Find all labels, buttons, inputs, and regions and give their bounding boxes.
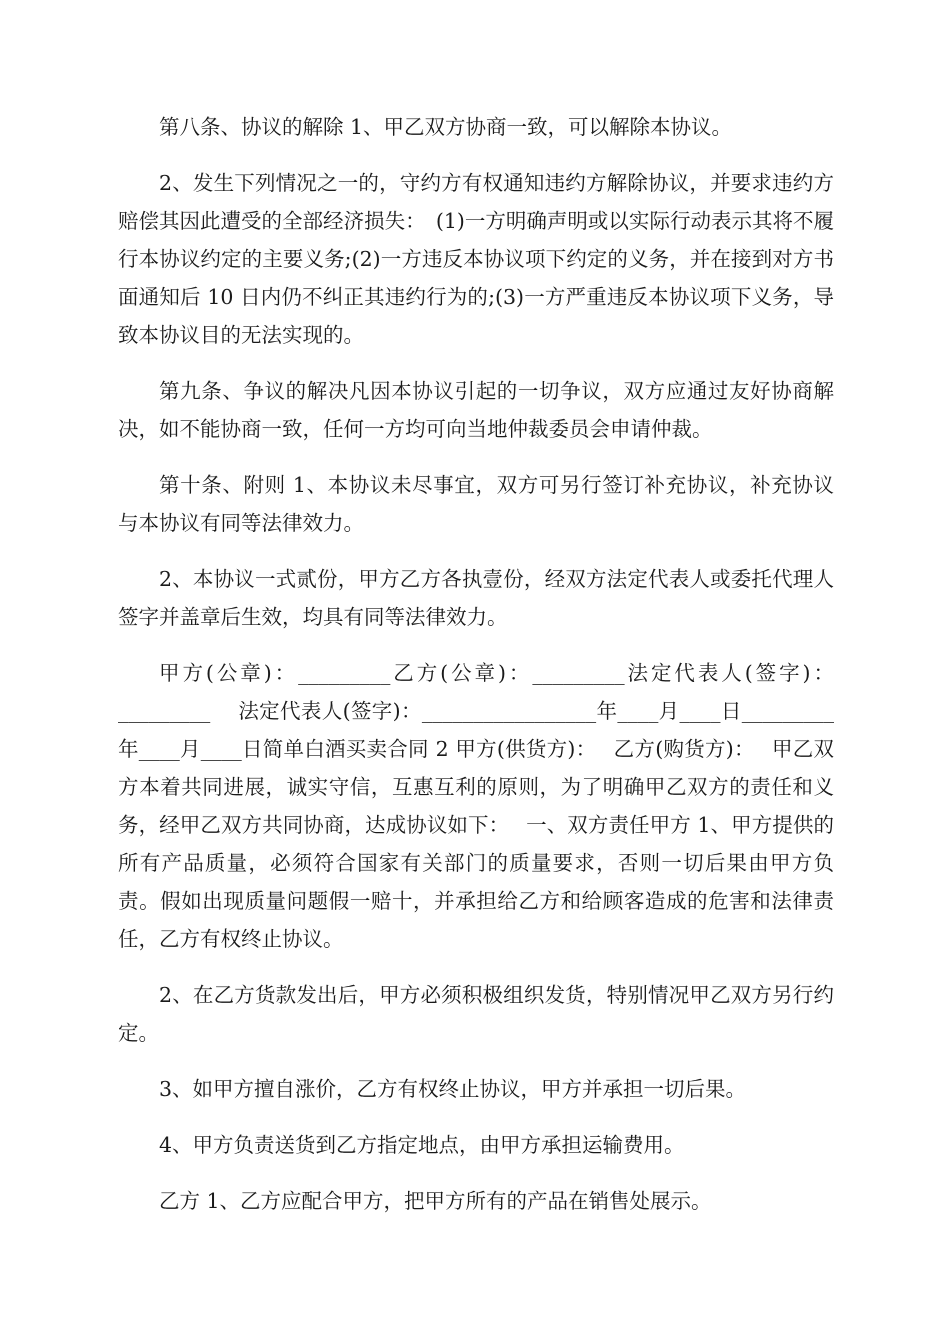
paragraph-party-b-duties: 乙方 1、乙方应配合甲方，把甲方所有的产品在销售处展示。 <box>159 1189 712 1213</box>
paragraph-delivery: 2、在乙方货款发出后，甲方必须积极组织发货，特别情况甲乙双方另行约定。 <box>118 983 834 1045</box>
paragraph-article-9: 第九条、争议的解决凡因本协议引起的一切争议，双方应通过友好协商解决，如不能协商一致，任何一方均可向当地仲裁委员会申请仲裁。 <box>118 379 834 441</box>
paragraph-price-increase: 3、如甲方擅自涨价，乙方有权终止协议，甲方并承担一切后果。 <box>159 1077 747 1101</box>
paragraph-article-10: 第十条、附则 1、本协议未尽事宜，双方可另行签订补充协议，补充协议与本协议有同等法律效力。 <box>118 473 834 535</box>
paragraph-transport: 4、甲方负责送货到乙方指定地点，由甲方承担运输费用。 <box>159 1133 685 1157</box>
paragraph-signatures-and-contract-2: 甲方(公章)：_________乙方(公章)：_________法定代表人(签字)：_________ 法定代表人(签字)：_________________年____月____日_________年____月____日简单白酒买卖合同 2 甲方(供货方)： 乙方(购货方)： 甲乙双方本着共同进展，诚实守信，互惠互利的原则，为了明确甲乙双方的责任和义务，经甲乙双方共同协商，达成协议如下： 一、双方责任甲方 1、甲方提供的所有产品质量，必须符合国家有关部门的质量要求，否则一切后果由甲方负责。假如出现质量问题假一赔十，并承担给乙方和给顾客造成的危害和法律责任，乙方有权终止协议。 <box>118 661 834 951</box>
document-body <box>118 108 834 1238</box>
paragraph-article-8: 第八条、协议的解除 1、甲乙双方协商一致，可以解除本协议。 <box>159 115 733 139</box>
paragraph-termination-conditions: 2、发生下列情况之一的，守约方有权通知违约方解除协议，并要求违约方赔偿其因此遭受的全部经济损失： (1)一方明确声明或以实际行动表示其将不履行本协议约定的主要义务;(2)一方违反本协议项下约定的义务，并在接到对方书面通知后 10 日内仍不纠正其违约行为的;(3)一方严重违反本协议项下义务，导致本协议目的无法实现的。 <box>118 171 834 347</box>
paragraph-copies: 2、本协议一式贰份，甲方乙方各执壹份，经双方法定代表人或委托代理人签字并盖章后生效，均具有同等法律效力。 <box>118 567 834 629</box>
